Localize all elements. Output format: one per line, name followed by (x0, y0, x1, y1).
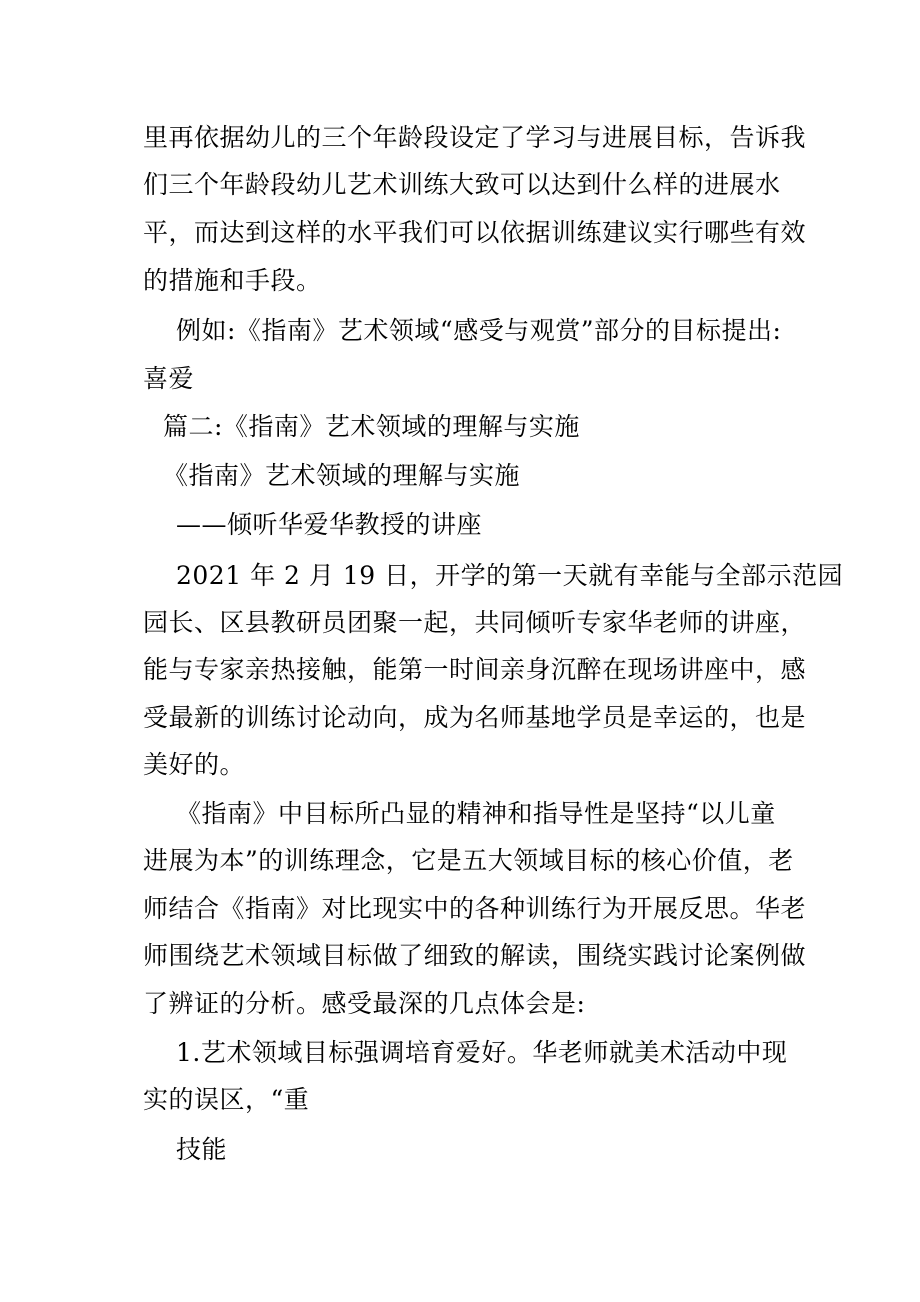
paragraph-line: 师结合《指南》对比现实中的各种训练行为开展反思。华老 (143, 894, 807, 923)
paragraph-line: 美好的。 (143, 750, 246, 779)
paragraph-line: 师围绕艺术领域目标做了细致的解读，围绕实践讨论案例做 (143, 941, 807, 970)
paragraph-line: 们三个年龄段幼儿艺术训练大致可以达到什么样的进展水 (143, 170, 781, 199)
paragraph-line: 里再依据幼儿的三个年龄段设定了学习与进展目标，告诉我 (143, 123, 807, 152)
article-title: 《指南》艺术领域的理解与实施 (163, 461, 521, 490)
paragraph-line: 受最新的训练讨论动向，成为名师基地学员是幸运的，也是 (143, 703, 807, 732)
paragraph-line: 《指南》中目标所凸显的精神和指导性是坚持“以儿童 (176, 799, 776, 828)
paragraph-line: 进展为本”的训练理念，它是五大领域目标的核心价值，老 (143, 846, 794, 875)
paragraph-line: 能与专家亲热接触，能第一时间亲身沉醉在现场讲座中，感 (143, 655, 807, 684)
paragraph-line: 例如:《指南》艺术领域“感受与观赏”部分的目标提出: (176, 316, 782, 345)
paragraph-line: 2021 年 2 月 19 日，开学的第一天就有幸能与全部示范园 (176, 561, 844, 590)
paragraph-line: 的措施和手段。 (143, 266, 322, 295)
paragraph-line: 喜爱 (143, 364, 195, 393)
article-subtitle: ——倾听华爱华教授的讲座 (176, 510, 483, 539)
paragraph-line: 园长、区县教研员团聚一起，共同倾听专家华老师的讲座， (143, 608, 807, 637)
paragraph-line: 了辨证的分析。感受最深的几点体会是: (143, 989, 586, 1018)
list-item-line: 实的误区，“重 (143, 1085, 310, 1114)
list-item-line: 1.艺术领域目标强调培育爱好。华老师就美术活动中现 (176, 1038, 788, 1067)
section-heading: 篇二:《指南》艺术领域的理解与实施 (163, 412, 580, 441)
paragraph-line: 技能 (176, 1135, 228, 1164)
paragraph-line: 平，而达到这样的水平我们可以依据训练建议实行哪些有效 (143, 218, 807, 247)
